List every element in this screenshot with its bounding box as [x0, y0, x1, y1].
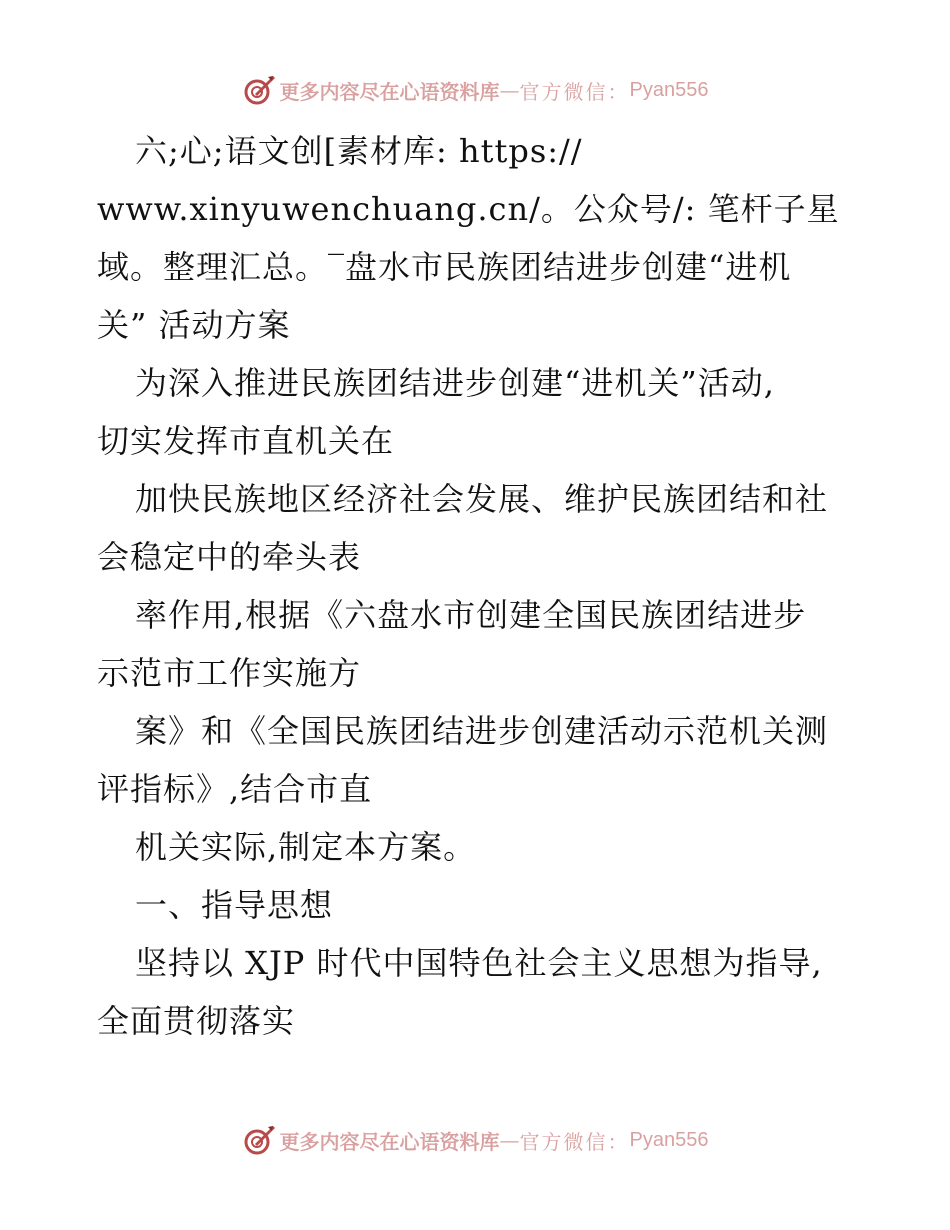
banner-wechat-label: 官方微信： — [519, 79, 630, 104]
body-line-1: 六;心;语文创[素材库: https:// — [135, 132, 583, 170]
quill-pen-circle-icon — [242, 73, 276, 107]
banner-title: 更多内容尽在心语资料库 — [279, 1129, 500, 1154]
body-line-12: 评指标》,结合市直 — [97, 770, 373, 808]
body-line-10: 示范市工作实施方 — [97, 654, 362, 692]
body-line-15: 坚持以 XJP 时代中国特色社会主义思想为指导, — [135, 944, 823, 982]
banner-separator: — — [499, 1128, 520, 1152]
body-line-2: www.xinyuwenchuang.cn/。公众号/: 笔杆子星 — [97, 190, 840, 228]
banner-wechat-label: 官方微信： — [519, 1129, 630, 1154]
body-line-16: 全面贯彻落实 — [97, 1002, 296, 1040]
header-watermark-banner — [0, 70, 950, 110]
quill-pen-circle-icon — [242, 1123, 276, 1157]
body-line-11: 案》和《全国民族团结进步创建活动示范机关测 — [135, 712, 829, 750]
document-body — [97, 122, 857, 1050]
body-line-7: 加快民族地区经济社会发展、维护民族团结和社 — [135, 480, 829, 518]
body-line-3: 域。整理汇总。‾盘水市民族团结进步创建“进机 — [97, 248, 792, 286]
banner-title: 更多内容尽在心语资料库 — [279, 79, 500, 104]
banner-wechat-id: Pyan556 — [629, 1128, 709, 1151]
banner-wechat-id: Pyan556 — [629, 78, 709, 101]
body-line-5: 为深入推进民族团结进步创建“进机关”活动, — [135, 364, 775, 402]
body-line-8: 会稳定中的牵头表 — [97, 538, 362, 576]
body-line-9: 率作用,根据《六盘水市创建全国民族团结进步 — [135, 596, 807, 634]
body-line-13: 机关实际,制定本方案。 — [135, 828, 477, 866]
banner-separator: — — [499, 78, 520, 102]
section-heading-guiding-ideology: 一、指导思想 — [135, 886, 334, 924]
body-line-6: 切实发挥市直机关在 — [97, 422, 395, 460]
footer-watermark-banner — [0, 1120, 950, 1160]
body-line-4: 关” 活动方案 — [97, 306, 291, 344]
